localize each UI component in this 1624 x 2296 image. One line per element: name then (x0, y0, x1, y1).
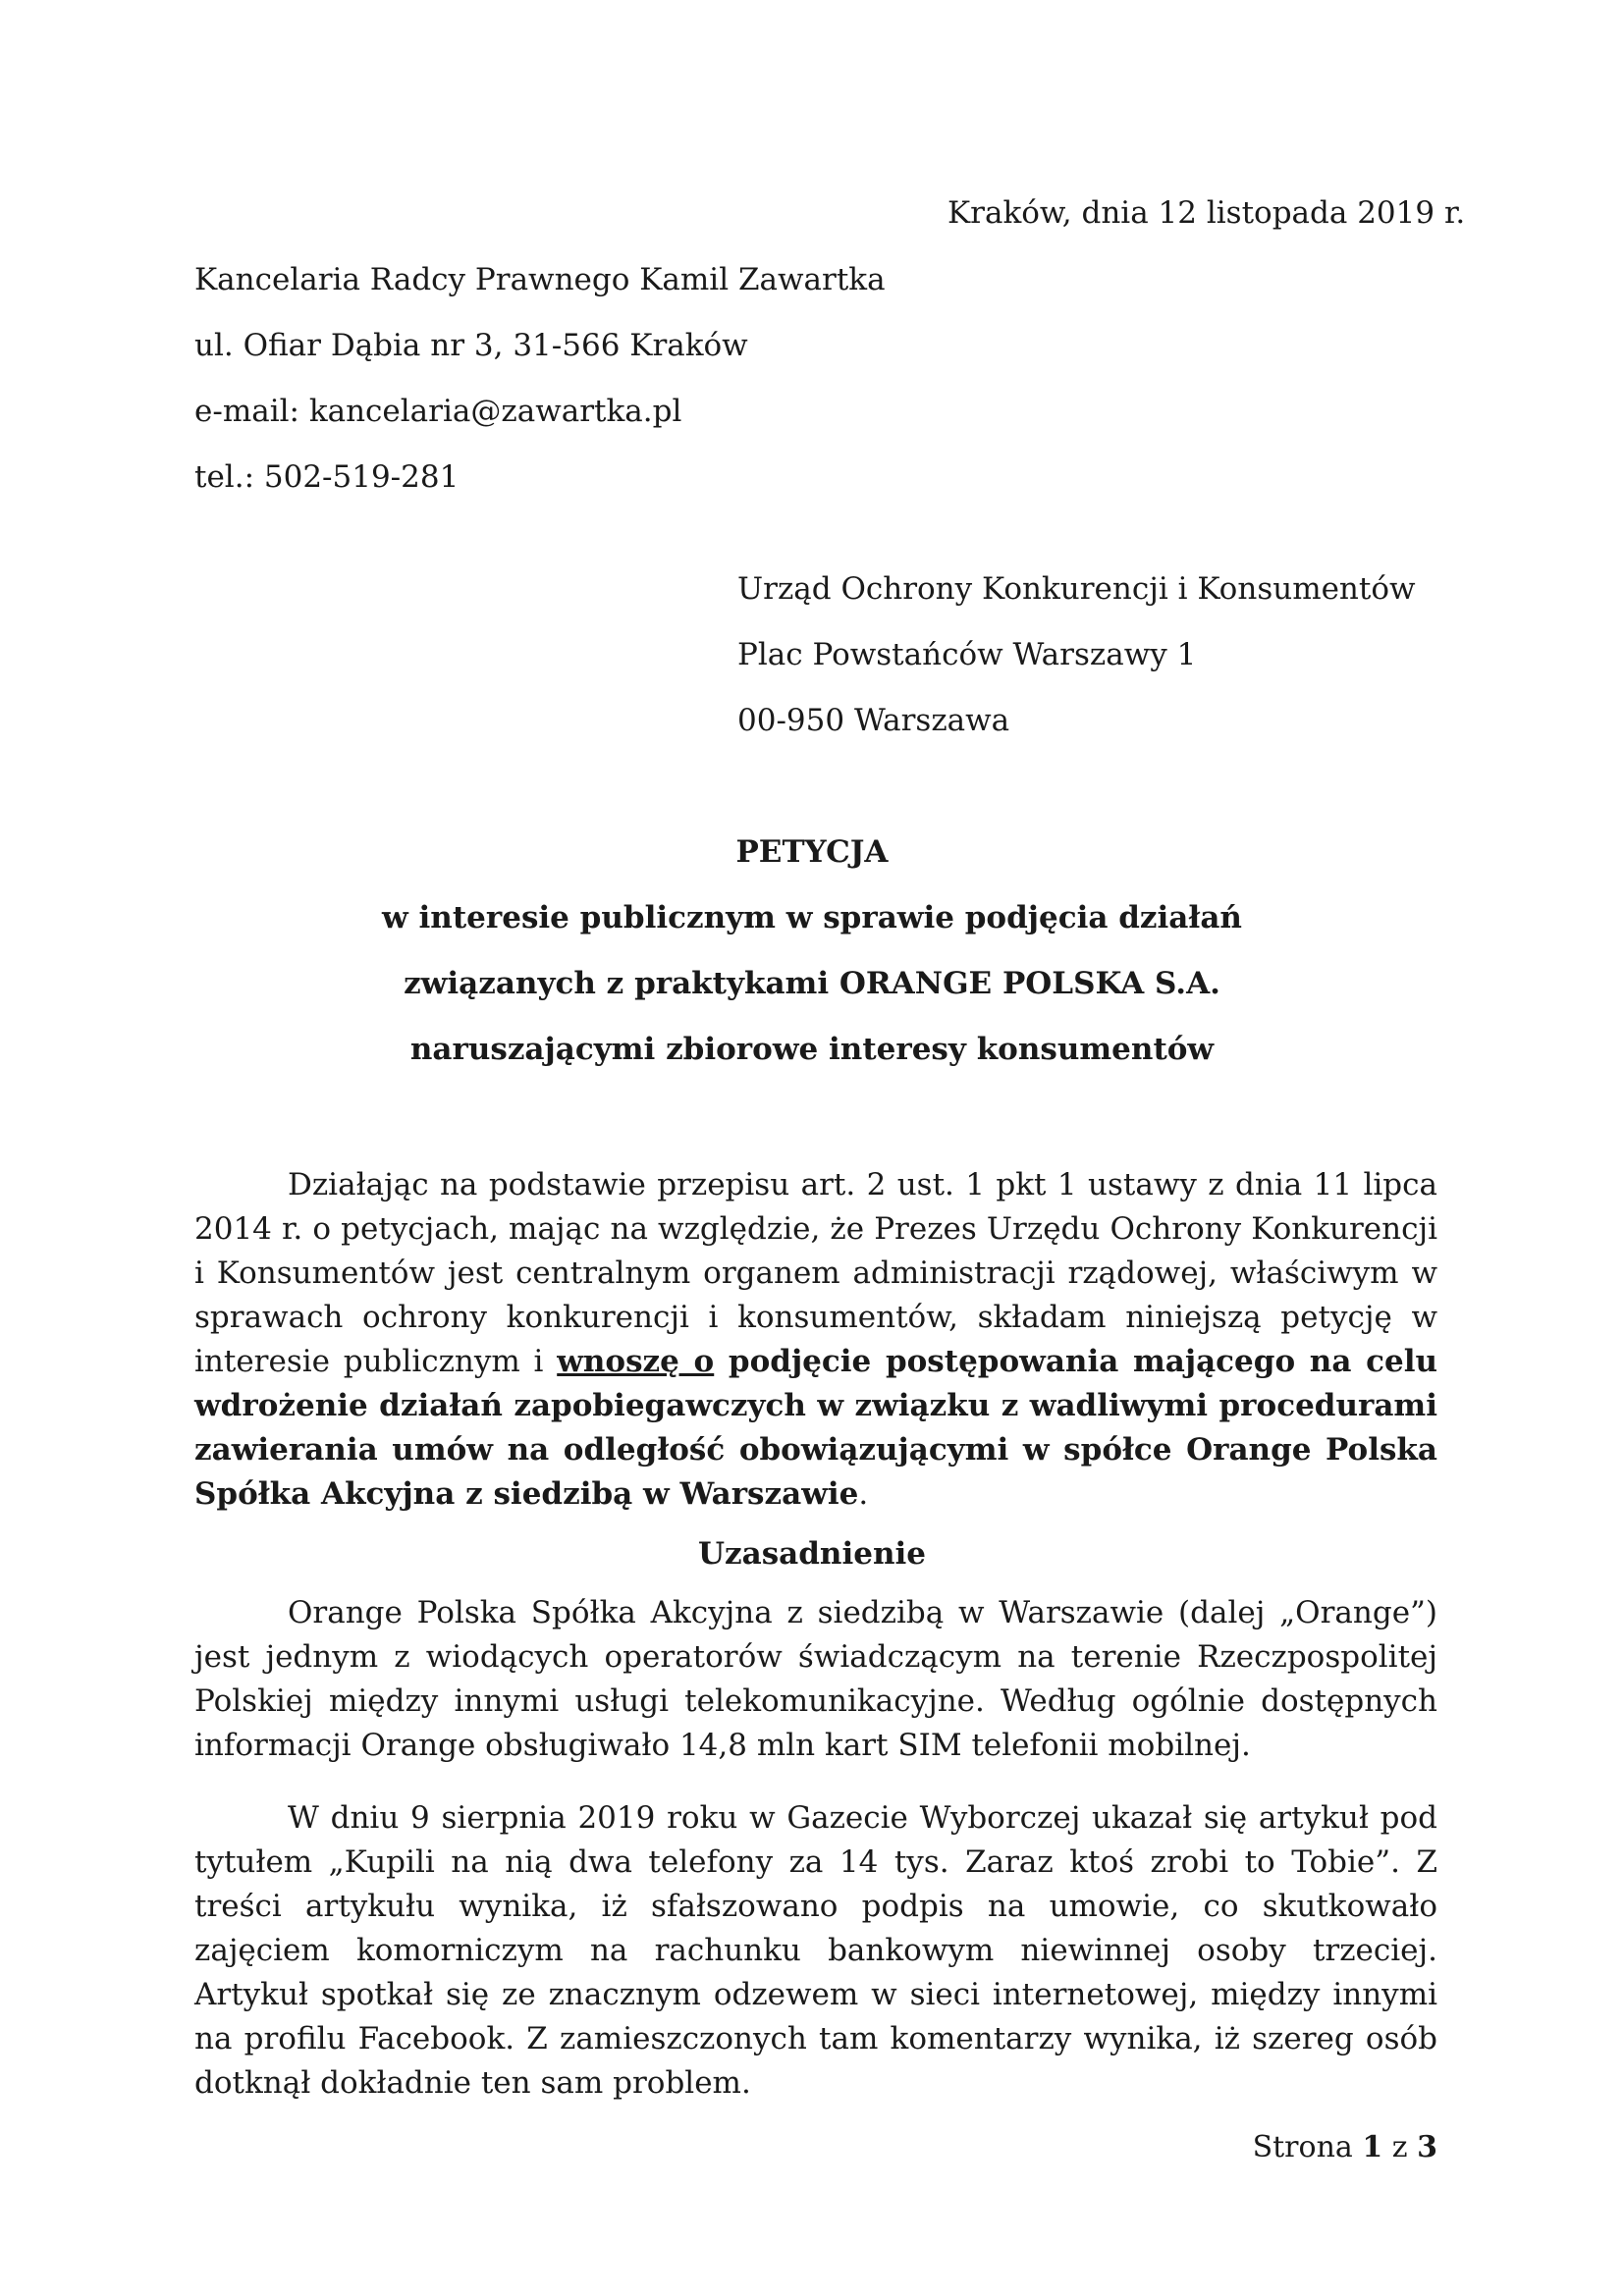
page-current: 1 (1362, 2130, 1383, 2164)
petition-subtitle-line-3: naruszającymi zbiorowe interesy konsumentów (409, 1032, 1215, 1067)
page-label: Strona (1252, 2130, 1353, 2164)
sender-phone: tel.: 502-519-281 (194, 459, 460, 495)
petition-title: PETYCJA (735, 834, 889, 870)
recipient-city: 00-950 Warszawa (737, 703, 1010, 738)
request-text: podjęcie postępowania mającego na celu wdrożenie działań zapobiegawczych w związku z wadliwymi procedurami zawierania umów na odległość obowiązującymi w spółce Orange Polska Spółka Akcyjna z siedzibą w Warszawie (194, 1344, 1438, 1512)
justification-paragraph-2: W dniu 9 sierpnia 2019 roku w Gazecie Wyborczej ukazał się artykuł pod tytułem „Kupili na nią dwa telefony za 14 tys. Zaraz ktoś zrobi to Tobie”. Z treści artykułu wynika, iż sfałszowano podpis na umowie, co skutkowało zajęciem komorniczym na rachunku bankowym niewinnej osoby trzeciej. Artykuł spotkał się ze znacznym odzewem w sieci internetowej, między innymi na profilu Facebook. Z zamieszczonych tam komentarzy wynika, iż szereg osób dotknął dokładnie ten sam problem. (194, 1800, 1437, 2101)
place-date: Kraków, dnia 12 listopada 2019 r. (947, 195, 1466, 231)
intro-end: . (858, 1476, 869, 1512)
sender-name: Kancelaria Radcy Prawnego Kamil Zawartka (194, 262, 886, 297)
petition-subtitle-line-1: w interesie publicznym w sprawie podjęcia działań (382, 900, 1242, 935)
petition-subtitle-line-2: związanych z praktykami ORANGE POLSKA S.A. (404, 966, 1220, 1001)
justification-paragraph-1: Orange Polska Spółka Akcyjna z siedzibą w Warszawie (dalej „Orange”) jest jednym z wiodących operatorów świadczącym na terenie Rzeczpospolitej Polskiej między innymi usługi telekomunikacyjne. Według ogólnie dostępnych informacji Orange obsługiwało 14,8 mln kart SIM telefonii mobilnej. (194, 1595, 1437, 1763)
intro-paragraph (194, 1163, 1437, 1517)
sender-address: ul. Ofiar Dąbia nr 3, 31-566 Kraków (194, 328, 748, 363)
page-number (1253, 2128, 1437, 2167)
recipient-name: Urząd Ochrony Konkurencji i Konsumentów (737, 571, 1416, 607)
page-total: 3 (1417, 2130, 1437, 2164)
intro-text: Działając na podstawie przepisu art. 2 ust. 1 pkt 1 ustawy z dnia 11 lipca 2014 r. o petycjach, mając na względzie, że Prezes Urzędu Ochrony Konkurencji i Konsumentów jest centralnym organem administracji rządowej, właściwym w sprawach ochrony konkurencji i konsumentów, składam niniejszą petycję w interesie publicznym i (194, 1167, 1437, 1379)
recipient-street: Plac Powstańców Warszawy 1 (737, 637, 1197, 672)
justification-heading: Uzasadnienie (697, 1536, 926, 1572)
page-separator: z (1391, 2130, 1408, 2164)
sender-email: e-mail: kancelaria@zawartka.pl (194, 394, 682, 429)
request-word: wnoszę o (557, 1344, 715, 1379)
